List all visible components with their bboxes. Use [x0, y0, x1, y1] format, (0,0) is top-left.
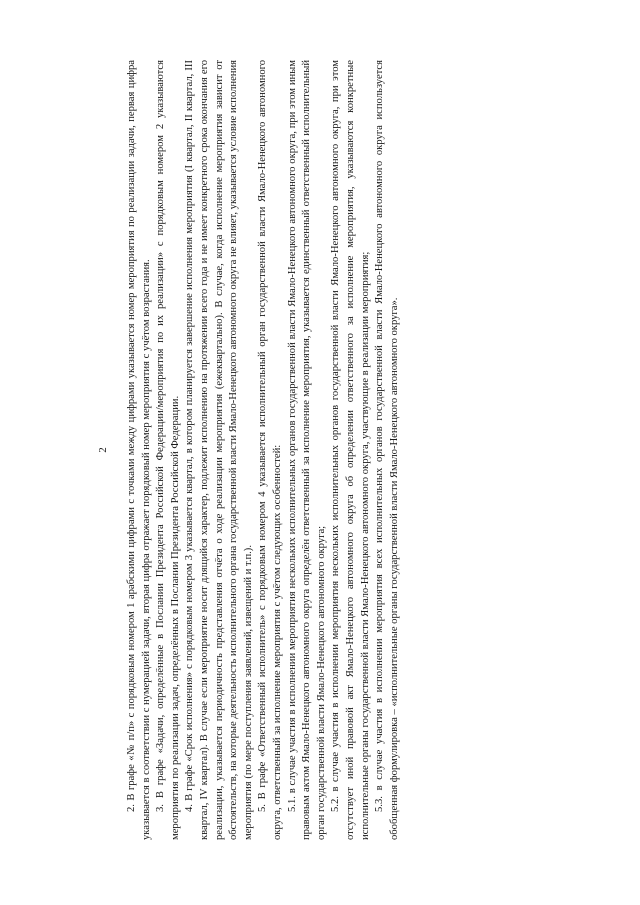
paragraph-column-number: 2. В графе «№ п/п» с порядковым номером 1 арабскими цифрами с точками между цифрами указывается номер мероприятия по реализации задачи, первая цифра указывается в соответствии с нумерацией задачи, вторая цифра отражает порядковый номер мероприятия с учётом возрастания.	[126, 60, 152, 840]
paragraph-tasks-column: 3. В графе «Задачи, определённые в Послании Президента Российской Федерации/мероприятия по их реализации» с порядковым номером 2 указываются мероприятия по реализации задач, определённых в Послании Президента Российской Федерации.	[155, 60, 181, 840]
page-number: 2	[97, 447, 109, 453]
rotated-document-page	[95, 60, 545, 840]
paragraph-responsible-column: 5. В графе «Ответственный исполнитель» с порядковым номером 4 указывается исполнительный орган государственной власти Ямало-Ненецкого автономного округа, ответственный за исполнение мероприятия с учётом следующих особенностей:	[257, 60, 283, 840]
paragraph-deadline-column: 4. В графе «Срок исполнения» с порядковым номером 3 указывается квартал, в котором планируется завершение исполнения мероприятия (I квартал, II квартал, III квартал, IV квартал). В случае если мероприятие носит длящийся характер, подлежит исполнению на протяжении всего года и не имеет конкретного срока окончания его реализации, указывается периодичность представления отчёта о ходе реализации мероприятия (ежеквартально). В случае, когда исполнение мероприятия зависит от обстоятельств, на которые деятельность исполнительного органа государственной власти Ямало-Ненецкого автономного округа не влияет, указывается условие исполнения мероприятия (по мере поступления заявлений, извещений и т.п.).	[184, 60, 254, 840]
paragraph-subitem-5-3: 5.3. в случае участия в исполнении мероприятия всех исполнительных органов государственной власти Ямало-Ненецкого автономного округа используется обобщенная формулировка – «исполнительные органы государственной власти Ямало-Ненецкого автономного округа».	[374, 60, 400, 840]
paragraph-subitem-5-1: 5.1. в случае участия в исполнении мероприятия нескольких исполнительных органов государственной власти Ямало-Ненецкого автономного округа, при этом иным правовым актом Ямало-Ненецкого автономного округа определён ответственный за исполнение мероприятия, указывается единственный ответственный исполнительный орган государственной власти Ямало-Ненецкого автономного округа;	[286, 60, 327, 840]
paragraph-subitem-5-2: 5.2. в случае участия в исполнении мероприятия нескольких исполнительных органов государственной власти Ямало-Ненецкого автономного округа, при этом отсутствует иной правовой акт Ямало-Ненецкого автономного округа об определении ответственного за исполнение мероприятия, указываются конкретные исполнительные органы государственной власти Ямало-Ненецкого автономного округа, участвующие в реализации мероприятия;	[330, 60, 371, 840]
